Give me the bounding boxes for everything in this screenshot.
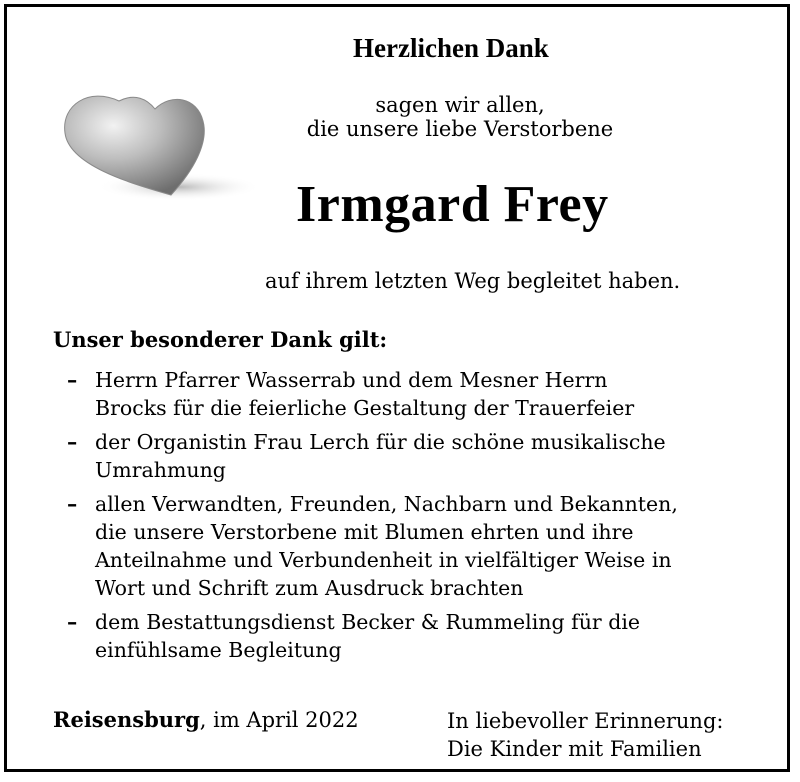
closing-line-1: In liebevoller Erinnerung: — [447, 709, 724, 733]
item-line: allen Verwandten, Freunden, Nachbarn und Bekannten, — [95, 492, 678, 516]
list-item — [53, 428, 773, 484]
closing-line-2: Die Kinder mit Familien — [447, 737, 702, 761]
item-line: Brocks für die feierliche Gestaltung der Trauerfeier — [95, 396, 635, 420]
intro-line-2: die unsere liebe Verstorbene — [306, 117, 614, 141]
obituary-thanks-notice — [4, 4, 790, 772]
item-line: Umrahmung — [95, 458, 226, 482]
bullet-dash: – — [67, 610, 78, 634]
item-line: Anteilnahme und Verbundenheit in vielfältiger Weise in — [95, 548, 672, 572]
item-line: die unsere Verstorbene mit Blumen ehrten und ihre — [95, 520, 634, 544]
accompanied-line: auf ihrem letzten Weg begleitet haben. — [265, 269, 681, 293]
intro-line-1: sagen wir allen, — [375, 93, 545, 117]
bullet-dash: – — [67, 492, 78, 516]
deceased-name: Irmgard Frey — [296, 176, 609, 233]
item-line: Herrn Pfarrer Wasserrab und dem Mesner Herrn — [95, 368, 608, 392]
closing-signature — [447, 707, 723, 763]
item-line: Wort und Schrift zum Ausdruck brachten — [95, 576, 524, 600]
special-thanks-heading: Unser besonderer Dank gilt: — [53, 327, 388, 352]
item-line: der Organistin Frau Lerch für die schöne musikalische — [95, 430, 666, 454]
item-line: dem Bestattungsdienst Becker & Rummeling für die — [95, 610, 641, 634]
place: Reisensburg — [53, 707, 200, 732]
thanks-list — [53, 366, 773, 670]
list-item — [53, 366, 773, 422]
list-item — [53, 608, 773, 664]
notice-title: Herzlichen Dank — [353, 33, 549, 63]
item-line: einfühlsame Begleitung — [95, 638, 342, 662]
list-item — [53, 490, 773, 602]
date: , im April 2022 — [199, 708, 359, 732]
place-date — [53, 707, 359, 732]
bullet-dash: – — [67, 368, 78, 392]
bullet-dash: – — [67, 430, 78, 454]
